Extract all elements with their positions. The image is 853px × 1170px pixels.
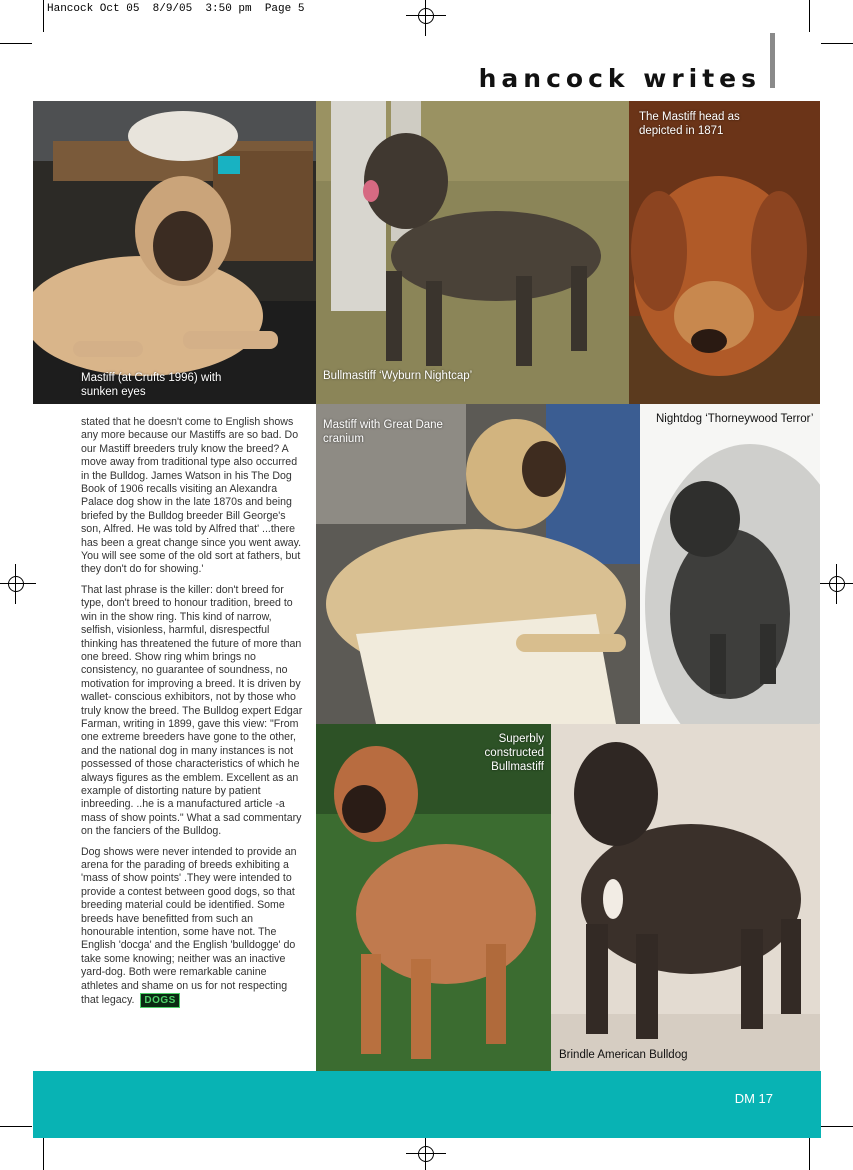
photo-bullmastiff-nightcap xyxy=(316,101,629,404)
caption-bullmastiff-nightcap: Bullmastiff ‘Wyburn Nightcap’ xyxy=(323,370,473,382)
registration-mark-icon xyxy=(0,564,36,604)
caption-mastiff-crufts: Mastiff (at Crufts 1996) with sunken eyes xyxy=(81,372,222,398)
paragraph: stated that he doesn't come to English shows any more because our Mastiffs are so bad. Do our Mastiff breeders truly know the breed? A move away from traditional type also occurred in the Bulldog. James Watson in his The Dog Book of 1906 recalls visiting an Alexandra Palace dog show in the late 1870s and being briefed by the Bulldog breeder Bill George's son, Alfred. He was told by Alfred that' ...there has been a great change since you went away. You will see some of the old sort at fathers, but they don't do for showing.' xyxy=(81,416,302,576)
end-logo: DOGS xyxy=(140,993,179,1008)
crop-mark xyxy=(43,1138,44,1170)
registration-mark-icon xyxy=(406,0,446,36)
photo-mastiff-crufts xyxy=(33,101,316,404)
registration-mark-icon xyxy=(406,1134,446,1170)
slug-line: Hancock Oct 05 8/9/05 3:50 pm Page 5 xyxy=(47,3,305,15)
photo-mastiff-1871 xyxy=(629,101,820,404)
paragraph xyxy=(81,846,305,1008)
caption-nightdog: Nightdog ‘Thorneywood Terror’ xyxy=(656,413,814,425)
caption-mastiff-dane: Mastiff with Great Dane cranium xyxy=(323,419,443,445)
photo-superb-bullmastiff xyxy=(316,724,551,1071)
crop-mark xyxy=(809,1138,810,1170)
section-title: hancock writes xyxy=(478,64,761,93)
title-accent-bar xyxy=(770,33,775,88)
photo-nightdog xyxy=(640,404,820,724)
page-number: DM 17 xyxy=(734,1091,773,1106)
caption-mastiff-1871: The Mastiff head as depicted in 1871 xyxy=(639,111,740,137)
caption-superb-bullmastiff: Superbly constructed Bullmastiff xyxy=(484,733,544,773)
crop-mark xyxy=(0,1126,32,1127)
article-body xyxy=(81,416,305,1015)
photo-american-bulldog xyxy=(551,724,820,1071)
photo-mastiff-great-dane xyxy=(316,404,640,724)
registration-mark-icon xyxy=(817,564,853,604)
footer-band xyxy=(33,1071,821,1138)
paragraph-text: Dog shows were never intended to provide an arena for the parading of breeds exhibiting a 'mass of show points' .They were intended to provide a contest between good dogs, so that breeding material could be identified. Some breeds have benefitted from such an honourable intention, some have not. The English 'docga' and the English 'bulldogge' do take some knowing; neither was an inactive yard-dog. Both were remarkable canine athletes and shame on us for not respecting that legacy. xyxy=(81,845,297,1007)
paragraph: That last phrase is the killer: don't breed for type, don't breed to honour tradition, breed to win in the show ring. This kind of narrow, selfish, visionless, harmful, disrespectful thinking has threatened the future of more than one breed. Show ring whim brings no consistency, no guarantee of soundness, no motivation for improving a breed. It is driven by wallet- conscious exhibitors, not by those who truly know the breed. The Bulldog expert Edgar Farman, writing in 1899, gave this view: "From one extreme breeders have gone to the other, and the national dog in many instances is not possessed of those characteristics of which he always figures as the emblem. Excellent as an example of distorting nature by patient inbreeding. ..he is a manufactured article -a mass of show points." What a sad commentary on the fanciers of the Bulldog. xyxy=(81,583,303,838)
crop-mark xyxy=(821,1126,853,1127)
caption-american-bulldog: Brindle American Bulldog xyxy=(559,1049,688,1061)
crop-mark xyxy=(809,0,810,32)
crop-mark xyxy=(43,0,44,32)
crop-mark xyxy=(0,43,32,44)
crop-mark xyxy=(821,43,853,44)
